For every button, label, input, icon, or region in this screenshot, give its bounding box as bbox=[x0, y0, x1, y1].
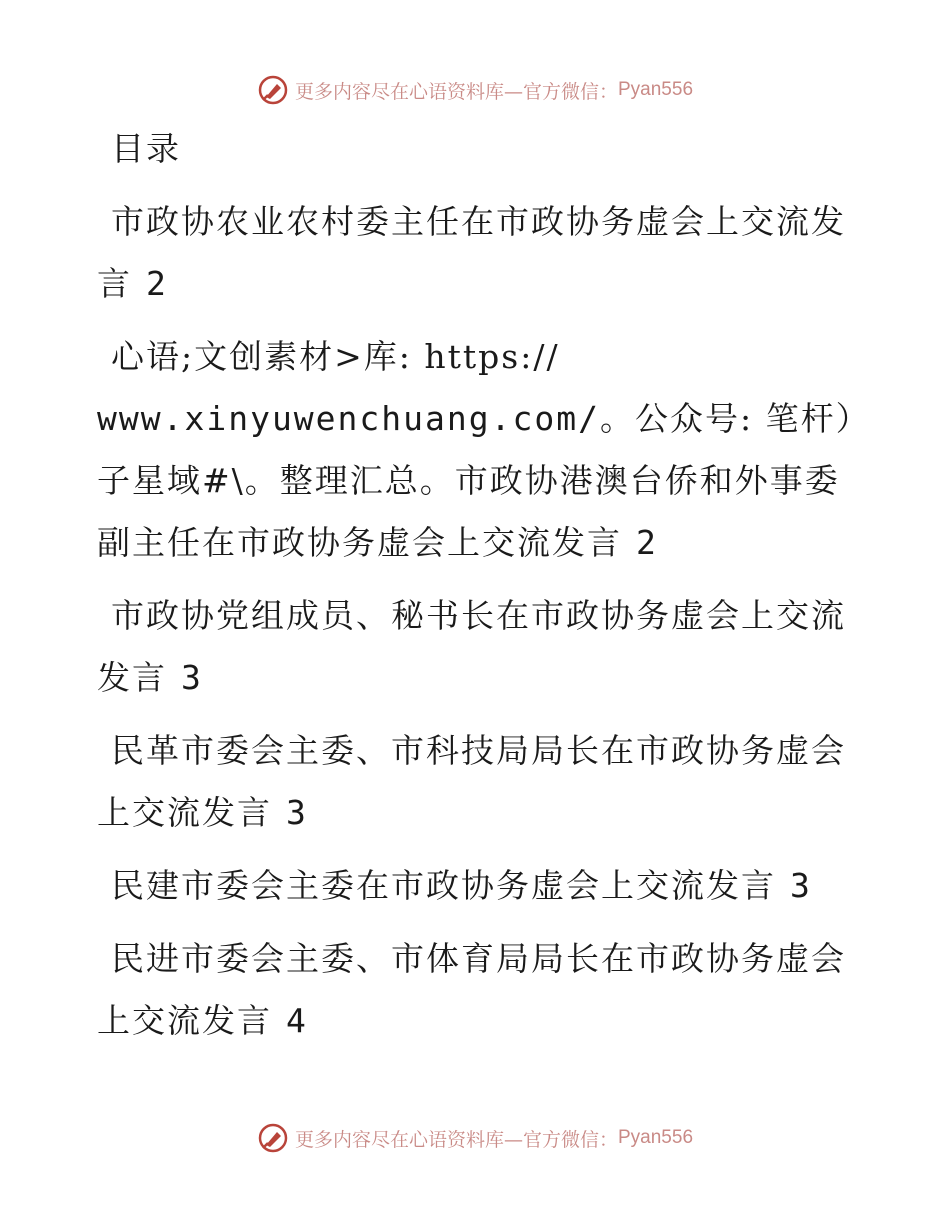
toc-entry-page: 2 bbox=[146, 264, 168, 303]
watermark-wechat-id: Pyan556 bbox=[618, 1127, 694, 1148]
toc-entry-page: 3 bbox=[181, 658, 203, 697]
toc-entry-text: 。公众号: 笔杆）子星域#\。整理汇总。市政协港澳台侨和外事委副主任在市政协务虚会上交流发言 bbox=[97, 399, 855, 562]
toc-entry-page: 2 bbox=[636, 523, 658, 562]
toc-entry-text: 民革市委会主委、市科技局局长在市政协务虚会上交流发言 bbox=[97, 731, 846, 832]
watermark-text: 更多内容尽在心语资料库—官方微信： bbox=[294, 80, 618, 103]
toc-entry-page: 3 bbox=[286, 793, 308, 832]
toc-body bbox=[97, 118, 857, 1052]
watermark-text: 更多内容尽在心语资料库—官方微信： bbox=[294, 1128, 618, 1151]
toc-entry-text: 市政协农业农村委主任在市政协务虚会上交流发言 bbox=[97, 202, 846, 303]
toc-entry-text: 民建市委会主委在市政协务虚会上交流发言 bbox=[111, 866, 776, 905]
pen-nib-logo-icon bbox=[257, 74, 289, 106]
toc-entry bbox=[97, 928, 857, 1052]
toc-entry-text-prefix: 心语;文创素材>库: https:// bbox=[111, 337, 560, 376]
toc-entry-url: www.xinyuwenchuang.com/ bbox=[97, 399, 600, 438]
watermark-wechat-id: Pyan556 bbox=[618, 79, 694, 100]
toc-entry-text: 市政协党组成员、秘书长在市政协务虚会上交流发言 bbox=[97, 596, 846, 697]
toc-entry-text: 民进市委会主委、市体育局局长在市政协务虚会上交流发言 bbox=[97, 939, 846, 1040]
toc-entry bbox=[97, 855, 857, 917]
pen-nib-logo-icon bbox=[257, 1122, 289, 1154]
toc-entry-page: 4 bbox=[286, 1001, 308, 1040]
toc-entry bbox=[97, 191, 857, 315]
toc-entry bbox=[97, 585, 857, 709]
toc-title: 目录 bbox=[111, 129, 181, 168]
toc-entry bbox=[97, 326, 857, 574]
toc-entry-page: 3 bbox=[790, 866, 812, 905]
header-watermark bbox=[0, 70, 950, 110]
toc-entry bbox=[97, 720, 857, 844]
footer-watermark bbox=[0, 1118, 950, 1158]
